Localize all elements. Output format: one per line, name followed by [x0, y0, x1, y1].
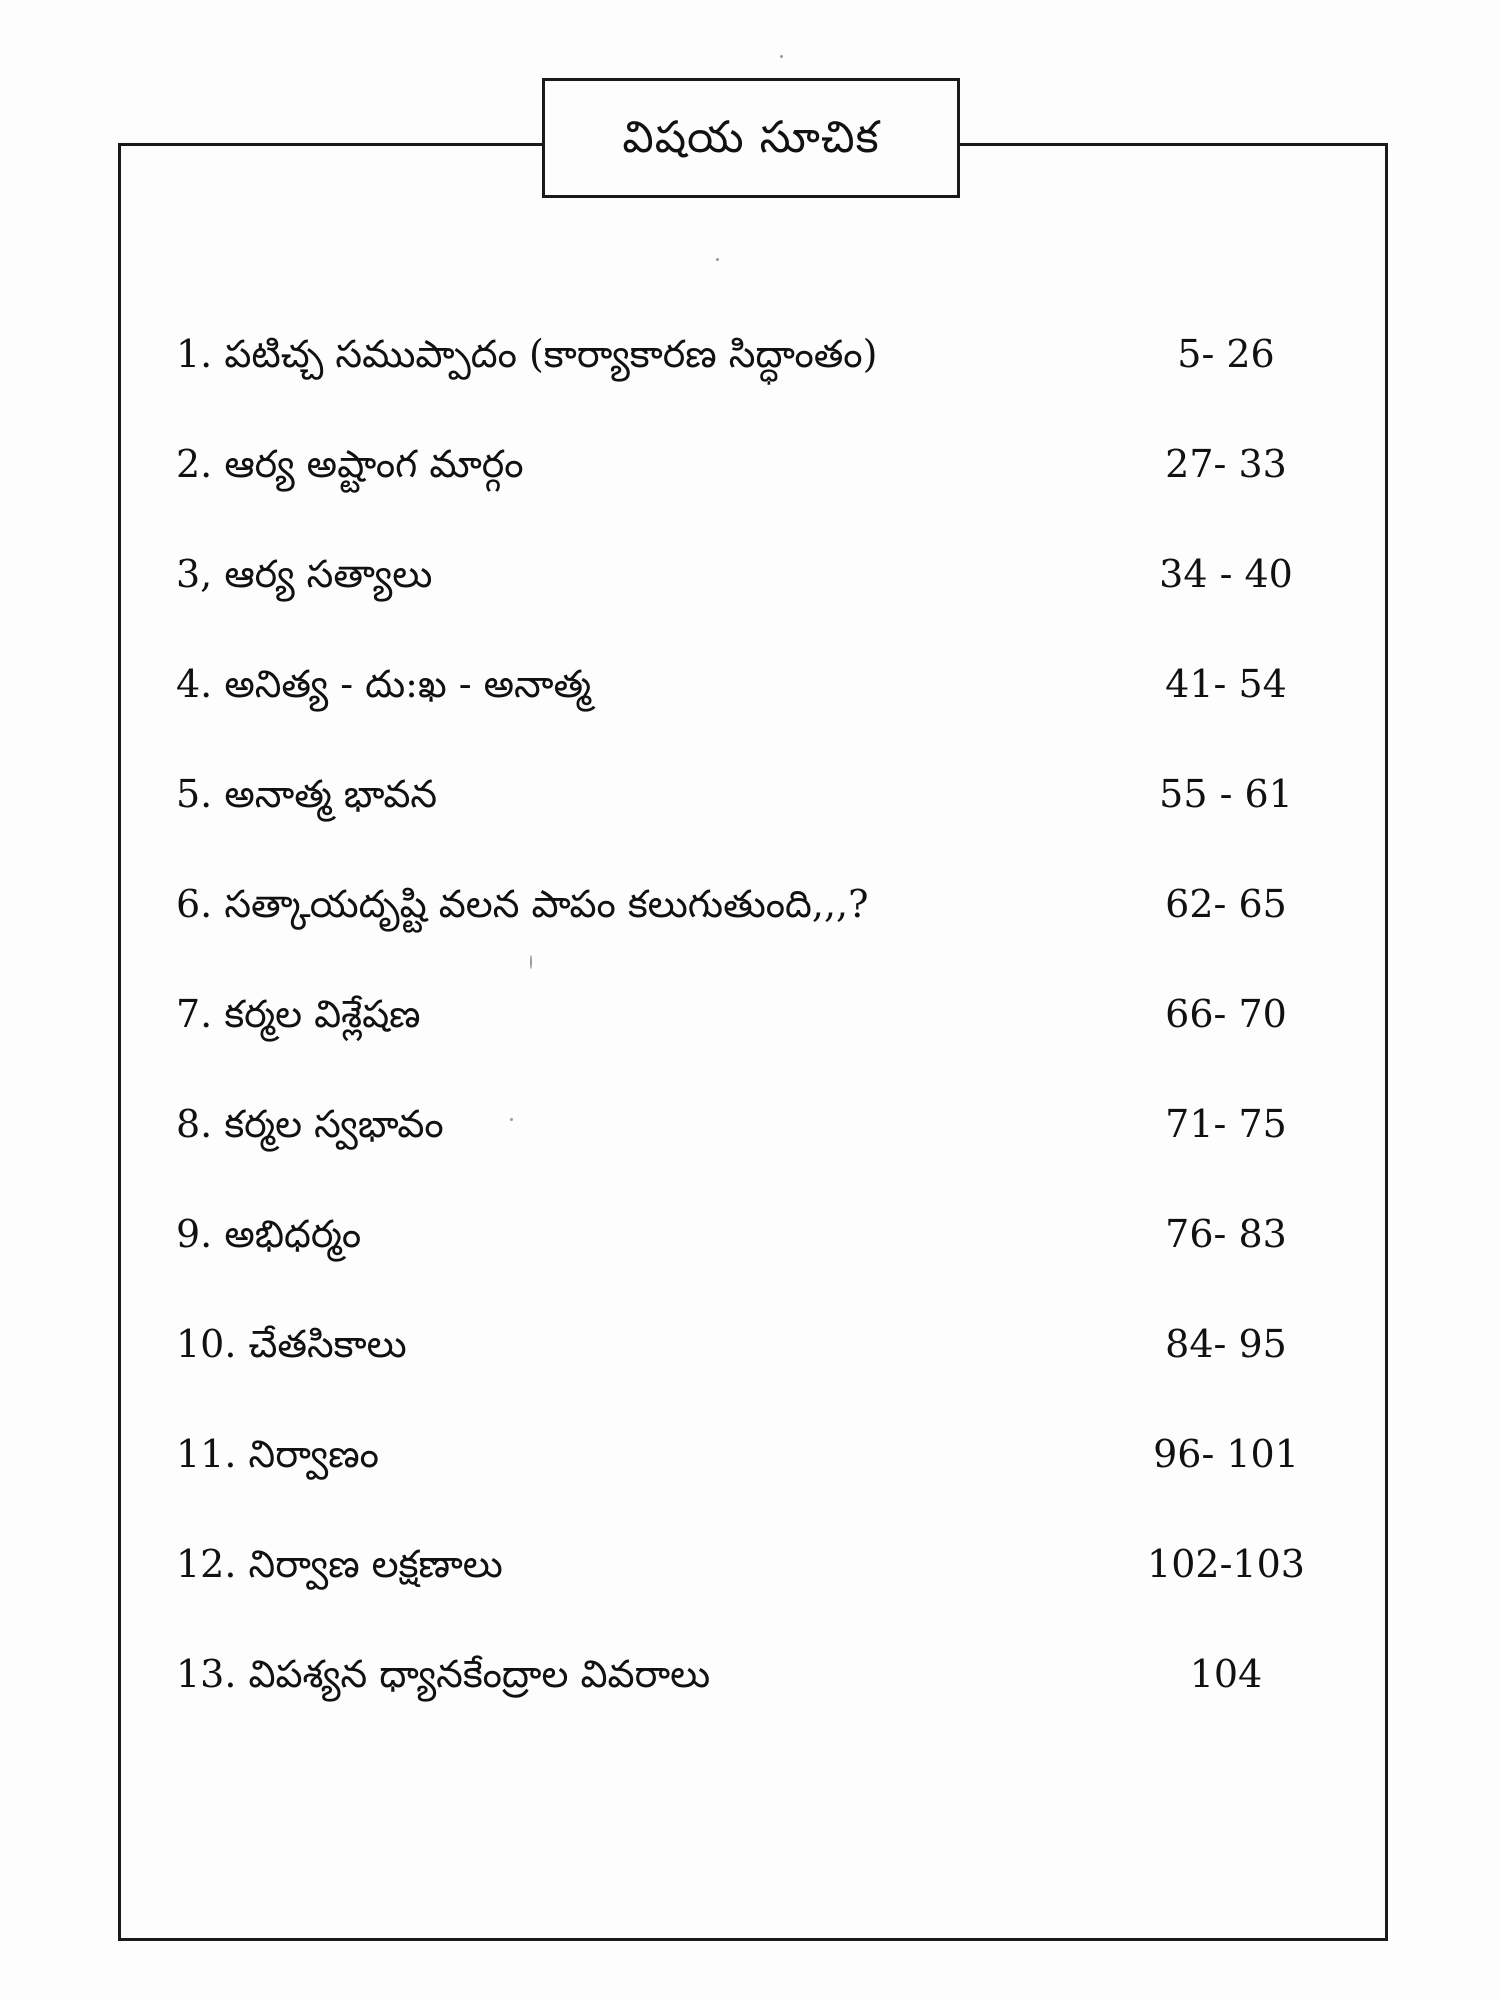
table-of-contents: [176, 300, 1356, 1730]
toc-entry-title: 2. ఆర్య అష్టాంగ మార్గం: [176, 442, 524, 487]
toc-entry-title: 8. కర్మల స్వభావం: [176, 1102, 444, 1147]
toc-entry-pages: 104: [1189, 1652, 1263, 1697]
toc-entry: [176, 960, 1356, 1070]
toc-entry-pages: 76- 83: [1165, 1212, 1287, 1257]
toc-entry: [176, 1180, 1356, 1290]
toc-entry-title: 6. సత్కాయదృష్టి వలన పాపం కలుగుతుంది,,,?: [176, 882, 869, 927]
toc-entry-pages: 102-103: [1147, 1542, 1305, 1587]
toc-entry: [176, 300, 1356, 410]
toc-entry-pages: 62- 65: [1165, 882, 1287, 927]
toc-entry-title: 11. నిర్వాణం: [176, 1432, 379, 1477]
toc-entry-pages: 27- 33: [1165, 442, 1287, 487]
page-title: విషయ సూచిక: [622, 112, 880, 163]
toc-entry-pages: 34 - 40: [1159, 552, 1293, 597]
toc-entry: [176, 520, 1356, 630]
heading-box: [542, 78, 960, 198]
toc-entry-pages: 55 - 61: [1159, 772, 1293, 817]
toc-entry-title: 7. కర్మల విశ్లేషణ: [176, 992, 421, 1037]
scan-speck: [716, 258, 719, 261]
toc-entry-title: 4. అనిత్య - దు:ఖ - అనాత్మ: [176, 662, 592, 707]
toc-entry-pages: 96- 101: [1153, 1432, 1299, 1477]
scan-speck: [780, 55, 783, 58]
scan-speck: [530, 955, 532, 969]
toc-entry-title: 10. చేతసికాలు: [176, 1322, 407, 1367]
toc-entry: [176, 1510, 1356, 1620]
toc-entry-pages: 66- 70: [1165, 992, 1287, 1037]
toc-entry: [176, 1290, 1356, 1400]
toc-entry: [176, 1070, 1356, 1180]
toc-entry-title: 12. నిర్వాణ లక్షణాలు: [176, 1542, 503, 1587]
toc-entry-pages: 5- 26: [1177, 332, 1275, 377]
toc-entry-title: 5. అనాత్మ భావన: [176, 772, 438, 817]
scan-speck: [510, 1118, 513, 1121]
toc-entry-title: 9. అభిధర్మం: [176, 1212, 362, 1257]
toc-entry-pages: 84- 95: [1165, 1322, 1287, 1367]
toc-entry: [176, 630, 1356, 740]
toc-entry-title: 1. పటిచ్చ సముప్పాదం (కార్యాకారణ సిద్ధాంతం): [176, 332, 878, 377]
toc-entry: [176, 410, 1356, 520]
toc-entry: [176, 740, 1356, 850]
toc-entry-title: 3, ఆర్య సత్యాలు: [176, 552, 433, 597]
toc-entry: [176, 1400, 1356, 1510]
toc-entry-title: 13. విపశ్యన ధ్యానకేంద్రాల వివరాలు: [176, 1652, 711, 1697]
toc-entry: [176, 850, 1356, 960]
toc-entry: [176, 1620, 1356, 1730]
toc-entry-pages: 71- 75: [1165, 1102, 1287, 1147]
toc-entry-pages: 41- 54: [1165, 662, 1287, 707]
